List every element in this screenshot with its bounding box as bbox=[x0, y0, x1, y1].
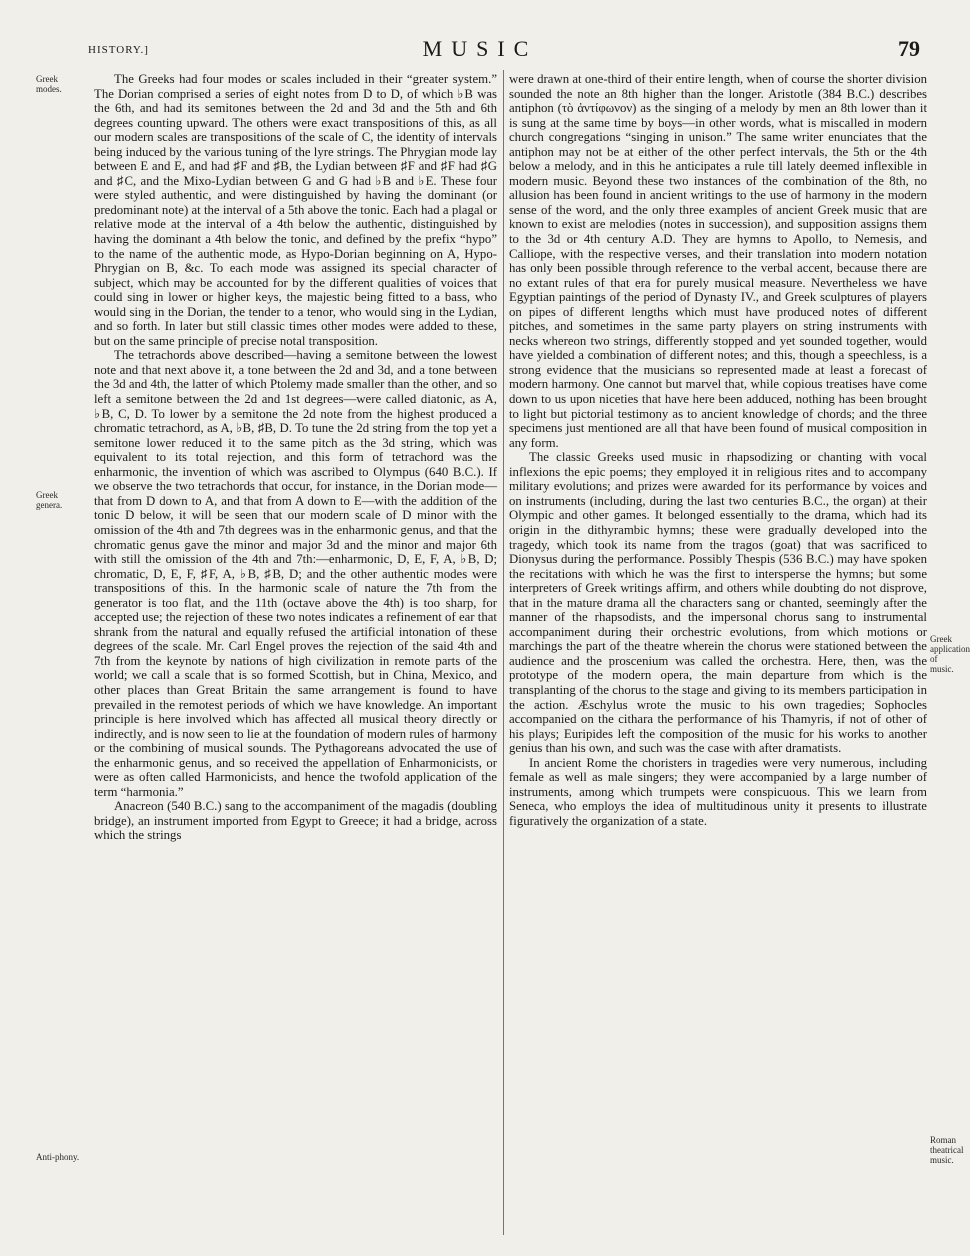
paragraph-greek-modes: The Greeks had four modes or scales included in their “greater system.” The Dorian comprised a series of eight notes from D to D, of which ♭B was the 6th, and had its semitones between the 2d and 3d and the 5th and 6th degrees counting upward. The others were exact transpositions of this, as all our modern scales are transpositions of the scale of C, the identity of intervals being induced by the various tuning of the lyre strings. The Phrygian mode lay between E and E, and had ♯F and ♯B, the Lydian between ♯F and ♯F had ♯G and ♯C, and the Mixo-Lydian between G and G had ♭B and ♭E. These four were styled authentic, and were distinguished by having the dominant (or predominant note) at the interval of a 5th above the tonic. Each had a plagal or relative mode at the interval of a 4th below the authentic, distinguished by having the dominant a 4th below the tonic, and defined by the prefix “hypo” to the name of the authentic mode, as Hypo-Dorian beginning on A, Hypo-Phrygian on B, &c. To each mode was assigned its special character of subject, which may be accounted for by the different qualities of voices that could sing in lower or higher keys, the majestic being fitted to a bass, who would sing in the Dorian, the tender to a tenor, who would sing in the Lydian, and so forth. In later but still classic times other modes were added to these, but on the same principle of precise notal transposition. bbox=[94, 72, 497, 348]
paragraph-greek-application: The classic Greeks used music in rhapsodizing or chanting with vocal inflexions the epic poems; they employed it in religious rites and to accompany military evolutions; and prizes were awarded for its performance by voices and on instruments (including, during the last two centuries B.C., the organ) at their Olympic and other games. It belonged essentially to the drama, which had its origin in the dithyrambic hymns; these were gradually developed into the tragedy, which took its name from the tragos (goat) that was sacrificed to Dionysus during the performance. Possibly Thespis (536 B.C.) may have spoken the recitations with which he was the first to intersperse the hymns; but some interpreters of Greek writings affirm, and others while doubting do not disprove, that in the mature drama all the characters sang or chanted, seemingly after the manner of the rhapsodists, and the impersonal chorus sang to instrumental accompaniment during their orchestric evolutions, from which motions or marchings the part of the theatre wherein the chorus were stationed between the audience and the proscenium was called the orchestra. Here, then, was the prototype of the modern opera, the main departure from which is the transplanting of the chorus to the stage and giving to its members participation in the action. Æschylus wrote the music to his own tragedies; Sophocles accompanied on the cithara the performance of his Thamyris, if not of other of his plays; Euripides left the composition of the music for his works to another genius than his own, and such was the case with after dramatists. bbox=[509, 450, 927, 756]
right-column bbox=[509, 72, 927, 828]
running-head: HISTORY.] bbox=[88, 44, 149, 56]
paragraph-antiphony: Anacreon (540 B.C.) sang to the accompaniment of the magadis (doubling bridge), an instrument imported from Egypt to Greece; it had a bridge, across which the strings bbox=[94, 799, 497, 843]
page-number: 79 bbox=[898, 36, 920, 61]
side-note-greek-modes: Greek modes. bbox=[36, 74, 62, 94]
page-title: MUSIC bbox=[422, 36, 538, 61]
paragraph-greek-genera: The tetrachords above described—having a semitone between the lowest note and that next above it, a tone between the 2d and 3d, and a tone between the 3d and 4th, the latter of which Ptolemy made smaller than the other, and so left a semitone between the 2d and 1st degrees—were called diatonic, as A, ♭B, C, D. To lower by a semitone the 2d note from the highest produced a chromatic tetrachord, as A, ♭B, ♯B, D. To tune the 2d string from the top yet a semitone lower reduced it to the same pitch as the 3d string, which was equivalent to its total rejection, and this form of tetrachord was the enharmonic, the invention of which was ascribed to Olympus (640 B.C.). If we observe the two tetrachords that occur, for instance, in the Dorian mode—that from D down to A, and that from A down to E—with the addition of the tonic D below, it will be seen that our modern scale of D minor with the omission of the 4th and 7th degrees was in the enharmonic genus, and that the chromatic genus gave the minor and major 3d and the minor and major 6th with still the omission of the 4th and 7th:—enharmonic, D, E, F, A, ♭B, D; chromatic, D, E, F, ♯F, A, ♭B, ♯B, D; and the other authentic modes were transpositions of this. In the harmonic scale of nature the 7th from the generator is too flat, and the 11th (octave above the 4th) is too sharp, for accepted use; the rejection of these two notes indicates a refinement of ear that shrank from the natural and equally refused the artificial intonation of these degrees of the scale. Mr. Carl Engel proves the rejection of the said 4th and 7th from the keynote by nations of high civilization in remote parts of the world; we call a scale that is so formed Scottish, but in China, Mexico, and other places than Great Britain the same arrangement is found to have prevailed in the remotest periods of which we have knowledge. An important principle is here involved which has affected all musical theory directly or indirectly, and is now seen to lie at the foundation of modern rules of harmony or the combining of musical sounds. The Pythagoreans advocated the use of the enharmonic genus, and so received the appellation of Enharmonicists, or were as often called Harmonicists, and hence the twofold application of the term “harmonia.” bbox=[94, 348, 497, 799]
side-note-antiphony: Anti-phony. bbox=[36, 1152, 80, 1162]
side-note-greek-genera: Greek genera. bbox=[36, 490, 63, 510]
page-header bbox=[40, 36, 920, 66]
column-divider bbox=[503, 70, 504, 1235]
paragraph-roman-theatre: In ancient Rome the choristers in tragedies were very numerous, including female as well as male singers; they were accompanied by a large number of instruments, among which trumpets were conspicuous. This we learn from Seneca, who employs the idea of multitudinous unity it presents to illustrate figuratively the organization of a state. bbox=[509, 755, 927, 828]
side-note-greek-application: Greek application of music. bbox=[930, 634, 970, 674]
side-note-roman-theatrical: Roman theatrical music. bbox=[930, 1135, 964, 1165]
paragraph-antiphon-continued: were drawn at one-third of their entire length, when of course the shorter division sounded the note an 8th higher than the longer. Aristotle (384 B.C.) describes antiphon (τὸ ἀντίφωνον) as the singing of a melody by men an 8th lower than it is sung at the same time by boys—in other words, what is miscalled in modern church congregations “singing in unison.” The same writer enunciates that the antiphon may not be at either of the other perfect intervals, the 5th or the 4th below a melody, and in this he anticipates a rule till lately deemed inflexible in modern music. Beyond these two instances of the combination of the 8th, no allusion has been found in ancient writings to the use of harmony in the modern sense of the word, and the only three examples of ancient Greek music that are known to exist are melodies (notes in succession), and supposition assigns them to the 3d or 4th century A.D. They are hymns to Apollo, to Nemesis, and Calliope, with the respective verses, and their translation into modern notation has only been possible through reference to the verbal accent, because there are no extant rules of that era for purely musical measure. Nevertheless we have Egyptian paintings of the period of Dynasty IV., and Greek sculptures of players on pipes of different lengths which must have produced notes of different pitches, and sometimes in the same party players on string instruments with necks whereon two strings, differently stopped and yet sounded together, would have yielded a combination of different notes; and this, though a speechless, is a strong evidence that the musicians so represented made at least a forecast of modern harmony. One cannot but marvel that, while copious treatises have come down to us upon niceties that have here been adduced, nothing has been brought to light but pictorial testimony as to ancient knowledge of chords; and the three specimens just mentioned are all that have been found of musical composition in any form. bbox=[509, 72, 927, 450]
left-column bbox=[94, 72, 497, 843]
